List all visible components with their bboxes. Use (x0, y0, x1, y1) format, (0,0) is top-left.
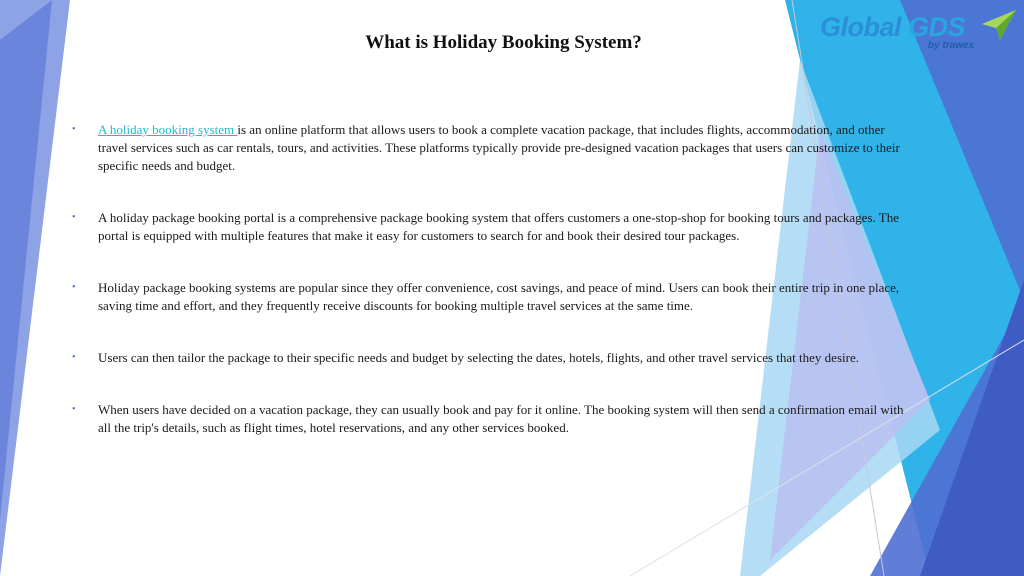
bullet-text: Holiday package booking systems are popular since they offer convenience, cost savings, and peace of mind. Users can book their entire trip in one place, saving time and effort, and they frequently receive discounts for booking multiple travel services at the same time. (98, 280, 900, 313)
bullet-list (70, 121, 910, 437)
bullet-text: A holiday package booking portal is a comprehensive package booking system that offers customers a one-stop-shop for booking tours and packages. The portal is equipped with multiple features that make it easy for customers to search for and book their desired tour packages. (98, 210, 899, 243)
bullet-marker: • (72, 212, 76, 223)
bullet-marker: • (72, 282, 76, 293)
bullet-item-3 (70, 279, 910, 315)
bullet-item-1 (70, 121, 910, 175)
logo-tagline: by trawex (928, 40, 975, 51)
bullet-text: Users can then tailor the package to their specific needs and budget by selecting the dates, hotels, flights, and other travel services that they desire. (98, 350, 859, 365)
holiday-booking-system-link[interactable]: A holiday booking system (98, 122, 238, 137)
logo-word-gds: GDS (908, 12, 966, 42)
bullet-item-2 (70, 209, 910, 245)
bullet-text: is an online platform that allows users to book a complete vacation package, that includes flights, accommodation, and other travel services such as car rentals, tours, and activities. These platforms typically provide pre-designed vacation packages that users can customize to their specific needs and budget. (98, 122, 900, 173)
bullet-item-4 (70, 349, 910, 367)
bullet-marker: • (72, 404, 76, 415)
page-title: What is Holiday Booking System? (365, 32, 642, 53)
bullet-marker: • (72, 352, 76, 363)
bullet-item-5 (70, 401, 910, 437)
bullet-marker: • (72, 124, 76, 135)
logo-word-global: Global (820, 12, 909, 42)
bullet-text: When users have decided on a vacation package, they can usually book and pay for it online. The booking system will then send a confirmation email with all the trip's details, such as flight times, hotel reservations, and any other services booked. (98, 402, 904, 435)
